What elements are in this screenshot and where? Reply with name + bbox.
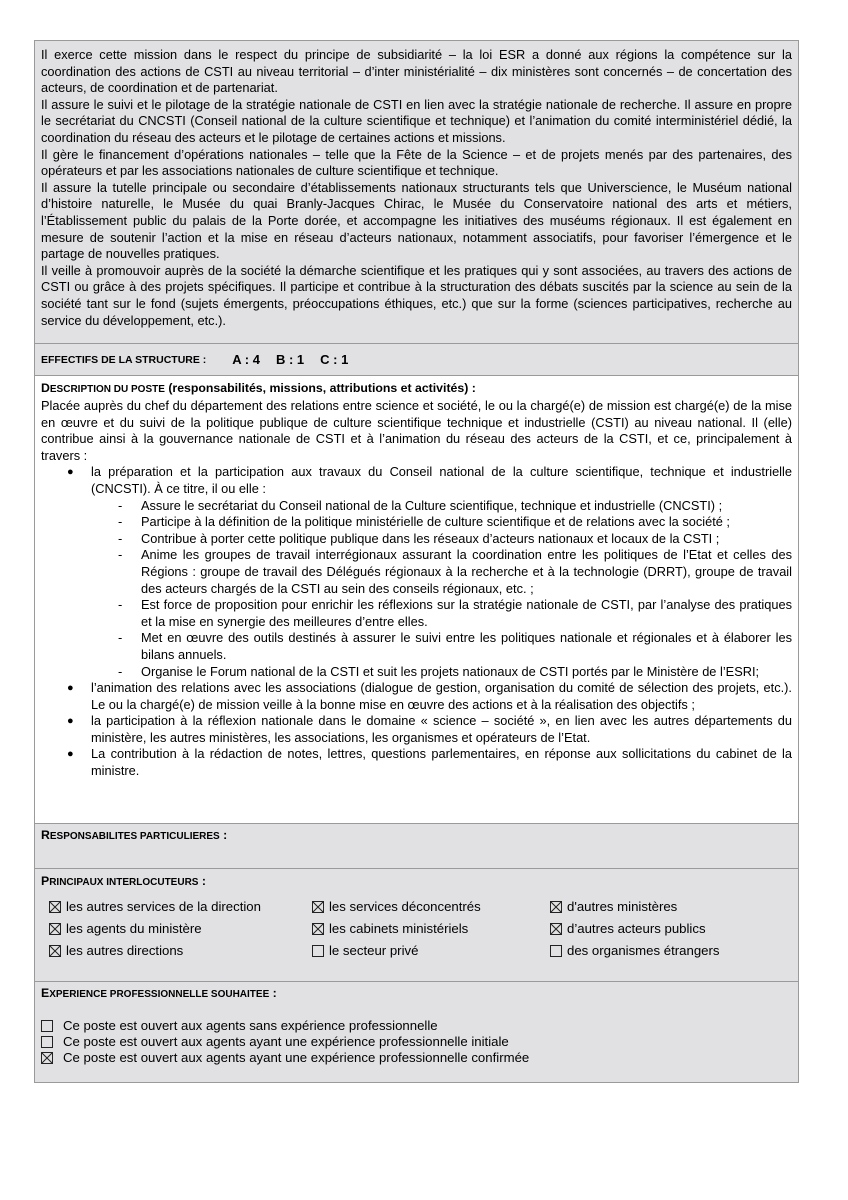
list-item: ● la préparation et la participation aux travaux du Conseil national de la culture scientifique, technique et industrielle (CNCSTI). À ce titre, il ou elle : - Assure le secrétariat du Conseil national de la Culture scientifique, technique et industrielle (CNCSTI) ; - Participe à la définition de la politique ministérielle de culture scientifique et de relations avec la société ; - Contribue à porter cette politique publique dans les réseaux d’acteurs nationaux et locaux de la CSTI ; - Anime les groupes de travail interrégionaux assurant la coordination entre les politiques de l’Etat et celles des Régions : groupe de travail des Délégués régionaux à la recherche et à la technologie (DRRT), groupe de travail des acteurs chargés de la CSTI au sein des conseils régionaux, etc. ; - Est force de proposition pour enrichir les réflexions sur la stratégie nationale de CSTI, par l’analyse des pratiques et la mise en synergie des meilleures d’entre elles. - Met en œuvre des outils destinés à assurer le suivi entre les politiques nationale et régionales et à élaborer les bilans annuels. - Organise le Forum national de la CSTI et suit les projets nationaux de CSTI portés par le Ministère de l’ESRI; [67,464,792,679]
job-form [34,40,799,1083]
effectifs-b: B : 1 [275,352,305,367]
mission-paragraph: Il assure la tutelle principale ou secondaire d’établissements nationaux structurants tels que Universcience, le Muséum national d’histoire naturelle, le Musée du quai Branly-Jacques Chirac, le Musée du Conservatoire national des arts et métiers, l’Établissement public du palais de la Porte dorée, et accompagne les initiatives des muséums régionaux. Il est également en mesure de soutenir l’action et la mise en réseau d’acteurs nationaux, notamment associatifs, pour favoriser l’émergence et le partage de nouvelles pratiques. [41,179,792,262]
checkbox-checked[interactable] [49,923,61,935]
effectifs-c: C : 1 [320,352,349,367]
description-intro: Placée auprès du chef du département des relations entre science et société, le ou la chargé(e) de mission est chargé(e) de la mise en œuvre et du suivi de la politique publique de culture scientifique technique et industrielle (CSTI) au niveau national. Il (elle) contribue ainsi à la gouvernance nationale de CSTI et à l’animation du réseau des acteurs de la CSTI, et ce, principalement à travers : [41,398,792,463]
list-item: ● la participation à la réflexion nationale dans le domaine « science – société », en lien avec les autres départements du ministère, les autres ministères, les associations, les organismes et opérateurs de l’Etat. [67,713,792,745]
mission-paragraph: Il gère le financement d’opérations nationales – telle que la Fête de la Science – et de projets menés par des partenaires, des opérateurs et par les associations nationales de culture scientifique et technique. [41,146,792,179]
experience-option: Ce poste est ouvert aux agents ayant une expérience professionnelle confirmée [41,1050,792,1066]
interlocuteurs-heading: PRINCIPAUX INTERLOCUTEURS : [41,874,206,888]
sub-list-item: - Anime les groupes de travail interrégionaux assurant la coordination entre les politiques de l’Etat et celles des Régions : groupe de travail des Délégués régionaux à la recherche et à la technologie (DRRT), groupe de travail des acteurs chargés de la CSTI au sein des conseils régionaux, etc. ; [118,547,792,596]
effectifs-label: EFFECTIFS DE LA STRUCTURE : [41,353,207,366]
bullet-icon: ● [67,748,74,761]
interlocutor-option: les cabinets ministériels [312,921,550,937]
mission-paragraph: Il veille à promouvoir auprès de la société la démarche scientifique et les pratiques qui y sont associées, au travers des actions de CSTI ou grâce à des projets spécifiques. Il participe et contribue à la structuration des débats suscités par la science au sein de la société tant sur le fond (sujets émergents, préoccupations éthiques, etc.) que sur la forme (sciences participatives, recherche au service du développement, etc.). [41,262,792,328]
experience-heading: EXPERIENCE PROFESSIONNELLE SOUHAITEE : [41,986,277,1000]
interlocutor-option: d’autres acteurs publics [550,921,800,937]
interlocutor-option: le secteur privé [312,943,550,959]
mission-section [35,41,798,344]
responsabilites-section [35,824,798,869]
mission-paragraph: Il assure le suivi et le pilotage de la stratégie nationale de CSTI en lien avec la stratégie nationale de recherche. Il assure en propre le secrétariat du CNCSTI (Conseil national de la culture scientifique et technique) et l’animation du comité interministériel dédié, la coordination du réseau des acteurs et le pilotage de certaines actions et missions. [41,96,792,145]
sub-list [91,498,792,681]
sub-list-item: - Assure le secrétariat du Conseil national de la Culture scientifique, technique et industrielle (CNCSTI) ; [118,497,723,513]
checkbox-unchecked[interactable] [41,1036,53,1048]
description-section [35,376,798,824]
interlocuteurs-section [35,869,798,982]
checkbox-checked[interactable] [550,923,562,935]
experience-option: Ce poste est ouvert aux agents sans expérience professionnelle [41,1018,792,1034]
interlocutor-option: les agents du ministère [49,921,312,937]
checkbox-unchecked[interactable] [550,945,562,957]
experience-option: Ce poste est ouvert aux agents ayant une expérience professionnelle initiale [41,1034,792,1050]
experience-section [35,982,798,1082]
interlocutor-option: des organismes étrangers [550,943,800,959]
interlocutor-option: les services déconcentrés [312,899,550,915]
sub-list-item: - Participe à la définition de la politique ministérielle de culture scientifique et de relations avec la société ; [118,514,730,530]
responsabilites-heading: RESPONSABILITES PARTICULIERES : [41,828,228,842]
interlocutor-option: les autres services de la direction [49,899,312,915]
sub-list-item: - Organise le Forum national de la CSTI et suit les projets nationaux de CSTI portés par le Ministère de l’ESRI; [118,663,760,679]
checkbox-checked[interactable] [49,901,61,913]
effectifs-section [35,344,798,376]
checkbox-checked[interactable] [550,901,562,913]
bullet-icon: ● [67,715,74,728]
bullet-icon: ● [67,682,74,695]
interlocuteurs-grid [41,891,792,959]
checkbox-checked[interactable] [49,945,61,957]
checkbox-unchecked[interactable] [41,1020,53,1032]
checkbox-checked[interactable] [312,923,324,935]
effectifs-a: A : 4 [232,352,260,367]
list-item: ● l’animation des relations avec les associations (dialogue de gestion, organisation du comité de sélection des projets, etc.). Le ou la chargé(e) de mission veille à la bonne mise en œuvre des actions et à la réalisation des objectifs ; [67,680,792,712]
mission-paragraph: Il exerce cette mission dans le respect du principe de subsidiarité – la loi ESR a donné aux régions la compétence sur la coordination des actions de CSTI au niveau territorial – d’inter ministérialité – dix ministères sont concernés – de concertation des acteurs, de coordination et de partenariat. [41,47,792,96]
checkbox-checked[interactable] [312,901,324,913]
sub-list-item: - Est force de proposition pour enrichir les réflexions sur la stratégie nationale de CSTI, par l’analyse des pratiques et la mise en synergie des meilleures d’entre elles. [118,597,792,629]
interlocutor-option: les autres directions [49,943,312,959]
experience-options [41,1003,792,1066]
checkbox-checked[interactable] [41,1052,53,1064]
checkbox-unchecked[interactable] [312,945,324,957]
interlocutor-option: d'autres ministères [550,899,800,915]
description-list [41,464,792,779]
list-item: ● La contribution à la rédaction de notes, lettres, questions parlementaires, en réponse aux sollicitations du cabinet de la ministre. [67,746,792,779]
sub-list-item: - Met en œuvre des outils destinés à assurer le suivi entre les politiques nationale et régionales et à élaborer les bilans annuels. [118,630,792,662]
description-heading: DESCRIPTION DU POSTE (responsabilités, missions, attributions et activités) : [41,381,476,395]
bullet-icon: ● [67,466,74,479]
sub-list-item: - Contribue à porter cette politique publique dans les réseaux d’acteurs nationaux et locaux de la CSTI ; [118,530,720,546]
